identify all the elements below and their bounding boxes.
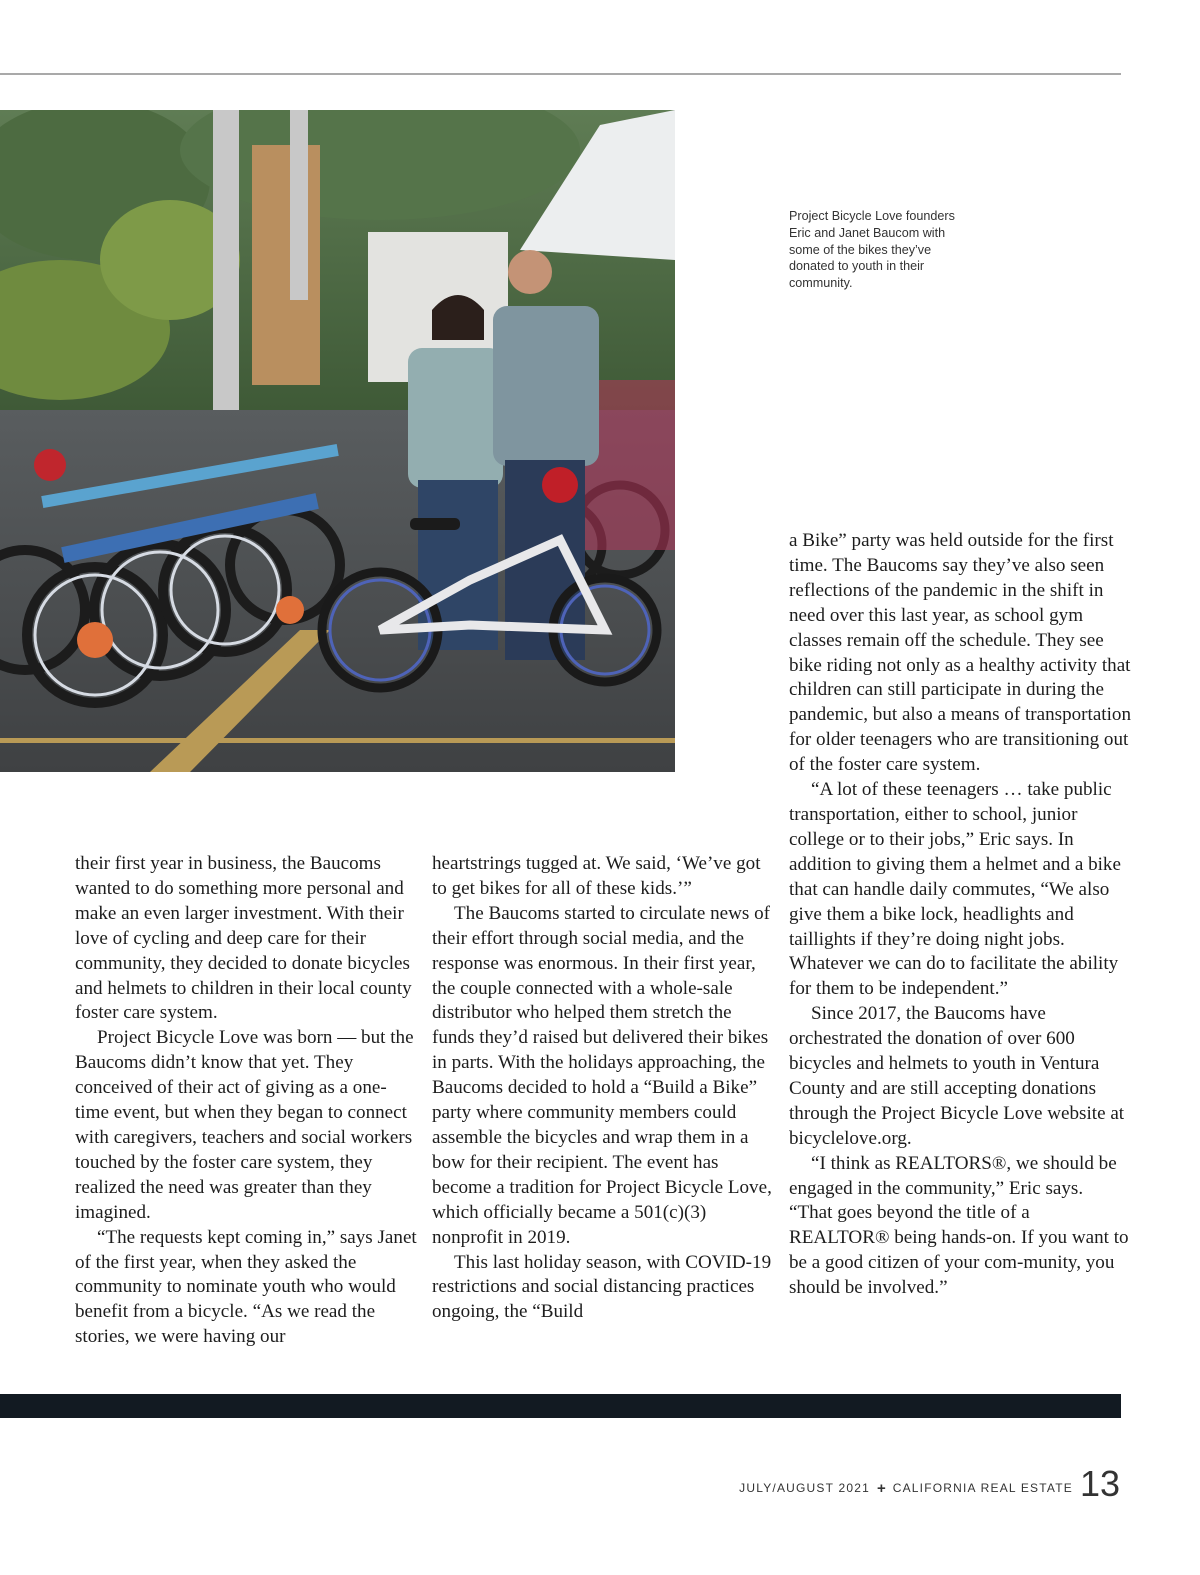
paragraph: a Bike” party was held outside for the first time. The Baucoms say they’ve also seen reflections of the pandemic in the shift in need over this last year, as school gym classes remain off the schedule. They see bike riding not only as a healthy activity that children can still participate in during the pandemic, but also a means of transportation for older teenagers who are transitioning out of the foster care system.: [789, 530, 1131, 776]
paragraph: Project Bicycle Love was born — but the Baucoms didn’t know that yet. They conceived of their act of giving as a one-time event, but when they began to connect with caregivers, teachers and social workers touched by the foster care system, they realized the need was greater than they imagined.: [75, 1027, 414, 1223]
page-footer: [739, 1462, 1120, 1502]
paragraph: “I think as REALTORS®, we should be engaged in the community,” Eric says. “That goes beyond the title of a REALTOR® being hands-on. If you want to be a good citizen of your com-munity, you should be involved.”: [789, 1152, 1129, 1299]
article-column-1: [75, 852, 417, 1350]
paragraph: heartstrings tugged at. We said, ‘We’ve got to get bikes for all of these kids.’”: [432, 853, 761, 899]
paragraph: The Baucoms started to circulate news of their effort through social media, and the response was enormous. In their first year, the couple connected with a whole-sale distributor who helped them stretch the funds they’d raised but delivered their bikes in parts. With the holidays approaching, the Baucoms decided to hold a “Build a Bike” party where community members could assemble the bicycles and wrap them in a bow for their recipient. The event has become a tradition for Project Bicycle Love, which officially became a 501(c)(3) nonprofit in 2019.: [432, 902, 772, 1248]
paragraph: Since 2017, the Baucoms have orchestrated the donation of over 600 bicycles and helmets to youth in Ventura County and are still accepting donations through the Project Bicycle Love website at bicyclelove.org.: [789, 1003, 1125, 1149]
paragraph: “A lot of these teenagers … take public transportation, either to school, junior college or to their jobs,” Eric says. In addition to giving them a helmet and a bike that can handle daily commutes, “We also give them a bike lock, headlights and taillights if they’re doing night jobs. Whatever we can do to facilitate the ability for them to be independent.”: [789, 779, 1121, 1000]
paragraph: “The requests kept coming in,” says Janet of the first year, when they asked the community to nominate youth who would benefit from a bicycle. “As we read the stories, we were having our: [75, 1226, 417, 1348]
article-column-2: [432, 852, 774, 1325]
publication-name: CALIFORNIA REAL ESTATE: [892, 1481, 1073, 1495]
photo-caption: Project Bicycle Love founders Eric and Janet Baucom with some of the bikes they’ve donated to youth in their community.: [789, 209, 955, 291]
paragraph: their first year in business, the Baucoms wanted to do something more personal and make an even larger investment. With their love of cycling and deep care for their community, they decided to donate bicycles and helmets to children in their local county foster care system.: [75, 853, 412, 1024]
feature-photo: [0, 110, 675, 772]
article-column-3: [789, 529, 1131, 1301]
footer-bar: [0, 1394, 1121, 1418]
issue-date: JULY/AUGUST 2021: [739, 1481, 870, 1495]
page-number: 13: [1079, 1463, 1120, 1504]
separator-plus-icon: +: [876, 1480, 886, 1497]
feature-photo-illustration: [0, 110, 675, 772]
top-rule: [0, 73, 1121, 75]
paragraph: This last holiday season, with COVID-19 restrictions and social distancing practices ongoing, the “Build: [432, 1251, 772, 1323]
